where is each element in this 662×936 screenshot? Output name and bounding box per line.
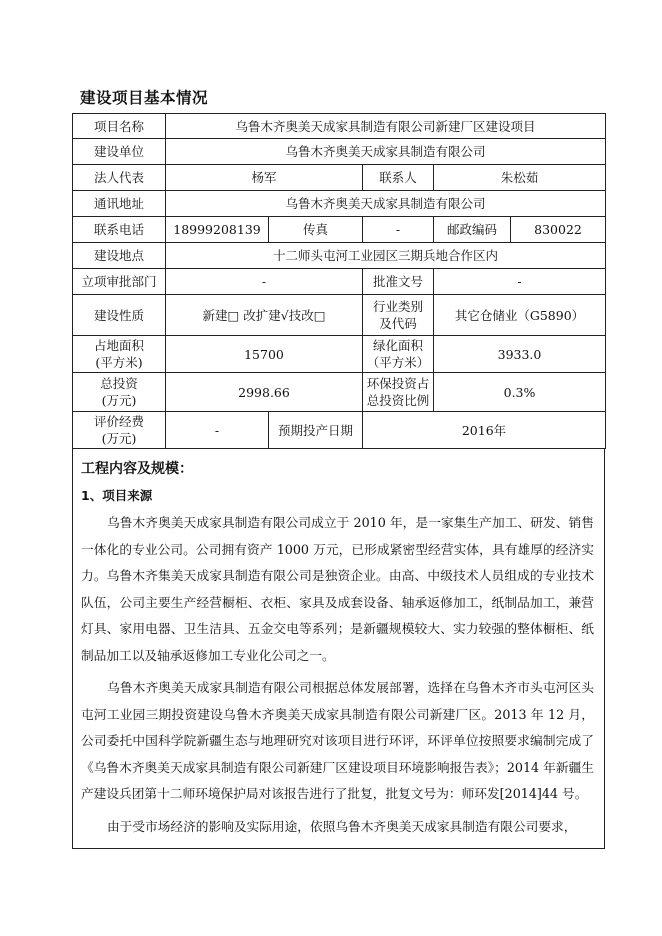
paragraph-1: 乌鲁木齐奥美天成家具制造有限公司成立于 2010 年，是一家集生产加工、研发、销售一体化的专业公司。公司拥有资产 1000 万元，已形成紧密型经营实体，具有雄厚的经济实力。乌鲁木齐集美天成家具制造有限公司是独资企业。由高、中级技术人员组成的专业技术队伍，公司主要生产经营橱柜、衣柜、家具及成套设备、轴承返修加工，纸制品加工，兼营灯具、家用电器、卫生洁具、五金交电等系列；是新疆规模较大、实力较强的整体橱柜、纸制品加工以及轴承返修加工专业化公司之一。	[81, 515, 594, 663]
section-title: 建设项目基本情况	[80, 89, 209, 107]
row-site	[73, 243, 606, 269]
start-date-value: 2016年	[363, 412, 606, 449]
site-value: 十二师头屯河工业园区三期兵地合作区内	[166, 243, 606, 269]
row-area	[73, 336, 606, 373]
postcode-label: 邮政编码	[434, 217, 511, 243]
industry-label	[363, 295, 434, 336]
row-unit	[73, 139, 606, 165]
eval-fee-label	[73, 412, 166, 449]
env-ratio-label	[363, 373, 434, 412]
phone-value: 18999208139	[166, 217, 269, 243]
land-area-value: 15700	[166, 336, 363, 373]
row-investment	[73, 373, 606, 412]
industry-value: 其它仓储业（G5890）	[434, 295, 606, 336]
start-date-label: 预期投产日期	[269, 412, 363, 449]
row-project-name	[73, 114, 606, 139]
unit-label: 建设单位	[73, 139, 166, 165]
env-ratio-label-line1: 环保投资占	[366, 376, 430, 391]
green-area-label	[363, 336, 434, 373]
phone-label: 联系电话	[73, 217, 166, 243]
legal-rep-value: 杨军	[166, 165, 363, 191]
land-area-label-line2: (平方米)	[95, 355, 143, 370]
industry-label-line2: 及代码	[379, 316, 417, 331]
address-value: 乌鲁木齐奥美天成家具制造有限公司	[166, 191, 606, 217]
green-area-label-line1: 绿化面积	[372, 338, 423, 353]
project-name-value: 乌鲁木齐奥美天成家具制造有限公司新建厂区建设项目	[166, 114, 606, 139]
approval-doc-value: -	[434, 269, 606, 295]
land-area-label	[73, 336, 166, 373]
fax-label: 传真	[269, 217, 363, 243]
approval-dept-value: -	[166, 269, 363, 295]
content-section	[72, 448, 605, 849]
address-label: 通讯地址	[73, 191, 166, 217]
project-info-table	[72, 113, 606, 449]
env-ratio-value: 0.3%	[434, 373, 606, 412]
row-eval-fee	[73, 412, 606, 449]
contact-value: 朱松茹	[434, 165, 606, 191]
row-approval	[73, 269, 606, 295]
investment-label-line1: 总投资	[100, 376, 138, 391]
approval-dept-label: 立项审批部门	[73, 269, 166, 295]
eval-fee-label-line1: 评价经费	[93, 414, 144, 429]
content-heading: 工程内容及规模：	[81, 461, 193, 477]
legal-rep-label: 法人代表	[73, 165, 166, 191]
green-area-label-line2: （平方米）	[366, 355, 430, 370]
nature-label: 建设性质	[73, 295, 166, 336]
fax-value: -	[363, 217, 434, 243]
row-phone	[73, 217, 606, 243]
row-legal-rep	[73, 165, 606, 191]
contact-label: 联系人	[363, 165, 434, 191]
land-area-label-line1: 占地面积	[93, 338, 144, 353]
paragraph-3: 由于受市场经济的影响及实际用途，依照乌鲁木齐奥美天成家具制造有限公司要求，	[107, 818, 577, 834]
industry-label-line1: 行业类别	[372, 299, 423, 314]
investment-value: 2998.66	[166, 373, 363, 412]
content-subheading: 1、项目来源	[81, 488, 153, 503]
row-address	[73, 191, 606, 217]
eval-fee-value: -	[166, 412, 269, 449]
unit-value: 乌鲁木齐奥美天成家具制造有限公司	[166, 139, 606, 165]
env-ratio-label-line2: 总投资比例	[366, 393, 430, 408]
row-nature	[73, 295, 606, 336]
site-label: 建设地点	[73, 243, 166, 269]
project-name-label: 项目名称	[73, 114, 166, 139]
nature-value: 新建□ 改扩建√技改□	[166, 295, 363, 336]
investment-label	[73, 373, 166, 412]
postcode-value: 830022	[511, 217, 606, 243]
investment-label-line2: (万元)	[101, 393, 137, 408]
eval-fee-label-line2: (万元)	[101, 431, 137, 446]
green-area-value: 3933.0	[434, 336, 606, 373]
paragraph-2: 乌鲁木齐奥美天成家具制造有限公司根据总体发展部署，选择在乌鲁木齐市头屯河区头屯河工业园三期投资建设乌鲁木齐奥美天成家具制造有限公司新建厂区。2013 年 12 月，公司委托中国科学院新疆生态与地理研究对该项目进行环评，环评单位按照要求编制完成了《乌鲁木齐奥美天成家具制造有限公司新建厂区建设项目环境影响报告表》；2014 年新疆生产建设兵团第十二师环境保护局对该报告进行了批复，批复文号为：师环发[2014]44 号。	[81, 680, 594, 801]
approval-doc-label: 批准文号	[363, 269, 434, 295]
